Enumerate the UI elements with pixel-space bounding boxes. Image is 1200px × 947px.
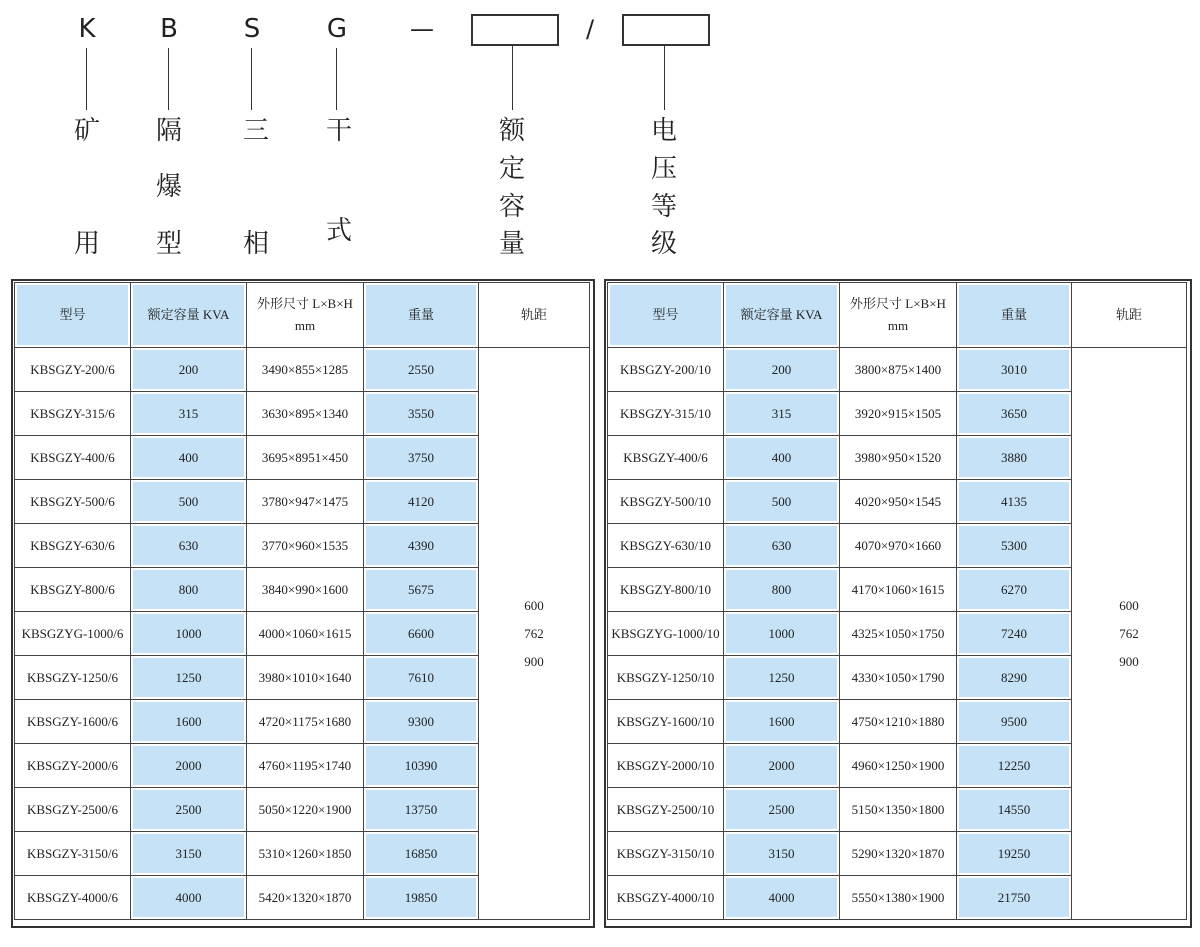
cell-model: KBSGZY-2000/10 [608, 744, 724, 788]
cell-capacity: 2000 [724, 744, 840, 788]
cell-capacity: 400 [724, 436, 840, 480]
cell-model: KBSGZYG-1000/6 [15, 612, 131, 656]
cell-model: KBSGZY-3150/6 [15, 832, 131, 876]
cell-dimensions: 5290×1320×1870 [840, 832, 957, 876]
gauge-value: 600 [1119, 597, 1139, 613]
leader-line-s [251, 48, 252, 110]
gauge-value: 900 [524, 653, 544, 669]
cell-capacity: 3150 [131, 832, 247, 876]
cell-dimensions: 4020×950×1545 [840, 480, 957, 524]
cell-weight: 8290 [957, 656, 1072, 700]
cell-weight: 19250 [957, 832, 1072, 876]
cell-dimensions: 5310×1260×1850 [247, 832, 364, 876]
cell-dimensions: 3770×960×1535 [247, 524, 364, 568]
cell-capacity: 4000 [131, 876, 247, 920]
cell-weight: 2550 [364, 348, 479, 392]
cell-capacity: 1250 [131, 656, 247, 700]
code-dash: — [410, 15, 434, 43]
gauge-value: 600 [524, 597, 544, 613]
code-letter-s: S [243, 14, 261, 44]
meaning-g-1: 干 [325, 116, 352, 146]
cell-model: KBSGZY-1250/10 [608, 656, 724, 700]
leader-line-g [336, 48, 337, 110]
table-row [608, 348, 1187, 392]
cell-weight: 4390 [364, 524, 479, 568]
cell-model: KBSGZY-315/6 [15, 392, 131, 436]
header-dimensions-label: 外形尺寸 L×B×H [850, 296, 946, 311]
cell-dimensions: 5550×1380×1900 [840, 876, 957, 920]
meaning-s-2: 相 [242, 229, 269, 259]
cell-model: KBSGZY-4000/10 [608, 876, 724, 920]
cell-weight: 4120 [364, 480, 479, 524]
cell-dimensions: 3980×950×1520 [840, 436, 957, 480]
cell-model: KBSGZY-400/6 [608, 436, 724, 480]
cell-model: KBSGZY-500/10 [608, 480, 724, 524]
cell-dimensions: 3920×915×1505 [840, 392, 957, 436]
header-dimensions [840, 283, 957, 348]
cell-weight: 10390 [364, 744, 479, 788]
cell-capacity: 200 [724, 348, 840, 392]
cell-dimensions: 4750×1210×1880 [840, 700, 957, 744]
cell-dimensions: 4325×1050×1750 [840, 612, 957, 656]
gauge-value: 762 [524, 625, 544, 641]
cell-weight: 5300 [957, 524, 1072, 568]
meaning-k-1: 矿 [73, 116, 100, 146]
cell-capacity: 400 [131, 436, 247, 480]
meaning-capacity-3: 容 [498, 192, 525, 222]
cell-model: KBSGZY-800/6 [15, 568, 131, 612]
header-capacity: 额定容量 KVA [724, 283, 840, 348]
cell-gauge [479, 348, 590, 920]
cell-model: KBSGZY-200/6 [15, 348, 131, 392]
cell-dimensions: 5420×1320×1870 [247, 876, 364, 920]
header-capacity: 额定容量 KVA [131, 283, 247, 348]
cell-dimensions: 3490×855×1285 [247, 348, 364, 392]
cell-weight: 9300 [364, 700, 479, 744]
cell-weight: 13750 [364, 788, 479, 832]
header-model: 型号 [608, 283, 724, 348]
cell-dimensions: 3630×895×1340 [247, 392, 364, 436]
gauge-value: 900 [1119, 653, 1139, 669]
meaning-g-2: 式 [325, 216, 352, 246]
cell-capacity: 2000 [131, 744, 247, 788]
header-dimensions-unit: mm [294, 318, 316, 333]
cell-model: KBSGZY-800/10 [608, 568, 724, 612]
cell-dimensions: 5050×1220×1900 [247, 788, 364, 832]
cell-dimensions: 5150×1350×1800 [840, 788, 957, 832]
meaning-capacity-1: 额 [498, 116, 525, 146]
header-weight: 重量 [957, 283, 1072, 348]
cell-weight: 9500 [957, 700, 1072, 744]
cell-weight: 16850 [364, 832, 479, 876]
header-weight: 重量 [364, 283, 479, 348]
cell-weight: 7610 [364, 656, 479, 700]
cell-weight: 14550 [957, 788, 1072, 832]
cell-dimensions: 4170×1060×1615 [840, 568, 957, 612]
cell-weight: 12250 [957, 744, 1072, 788]
cell-dimensions: 4760×1195×1740 [247, 744, 364, 788]
cell-capacity: 1600 [724, 700, 840, 744]
cell-gauge [1072, 348, 1187, 920]
code-slash: / [586, 15, 595, 43]
cell-weight: 19850 [364, 876, 479, 920]
cell-model: KBSGZY-1600/10 [608, 700, 724, 744]
cell-weight: 3880 [957, 436, 1072, 480]
cell-capacity: 630 [131, 524, 247, 568]
meaning-voltage-1: 电 [650, 116, 677, 146]
cell-capacity: 1000 [724, 612, 840, 656]
meaning-s-1: 三 [242, 116, 269, 146]
cell-model: KBSGZY-2500/6 [15, 788, 131, 832]
cell-weight: 3650 [957, 392, 1072, 436]
cell-dimensions: 4070×970×1660 [840, 524, 957, 568]
cell-weight: 6600 [364, 612, 479, 656]
cell-model: KBSGZY-2000/6 [15, 744, 131, 788]
cell-capacity: 315 [131, 392, 247, 436]
cell-capacity: 315 [724, 392, 840, 436]
cell-capacity: 2500 [131, 788, 247, 832]
cell-capacity: 2500 [724, 788, 840, 832]
header-dimensions-unit: mm [887, 318, 909, 333]
table-row [15, 348, 590, 392]
cell-model: KBSGZY-630/6 [15, 524, 131, 568]
capacity-code-box [471, 14, 559, 46]
header-gauge: 轨距 [479, 283, 590, 348]
cell-model: KBSGZY-315/10 [608, 392, 724, 436]
table-header-row [608, 283, 1187, 348]
cell-weight: 4135 [957, 480, 1072, 524]
leader-line-capacity [512, 46, 513, 110]
cell-model: KBSGZY-400/6 [15, 436, 131, 480]
cell-capacity: 3150 [724, 832, 840, 876]
cell-weight: 6270 [957, 568, 1072, 612]
cell-capacity: 800 [131, 568, 247, 612]
model-code-legend [0, 0, 1200, 275]
cell-weight: 3550 [364, 392, 479, 436]
cell-dimensions: 4720×1175×1680 [247, 700, 364, 744]
code-letter-b: B [160, 14, 178, 44]
cell-model: KBSGZY-500/6 [15, 480, 131, 524]
cell-model: KBSGZYG-1000/10 [608, 612, 724, 656]
cell-capacity: 200 [131, 348, 247, 392]
cell-model: KBSGZY-2500/10 [608, 788, 724, 832]
cell-dimensions: 3800×875×1400 [840, 348, 957, 392]
cell-model: KBSGZY-200/10 [608, 348, 724, 392]
header-dimensions [247, 283, 364, 348]
meaning-b-1: 隔 [155, 116, 182, 146]
cell-capacity: 630 [724, 524, 840, 568]
cell-capacity: 1250 [724, 656, 840, 700]
cell-dimensions: 3840×990×1600 [247, 568, 364, 612]
cell-weight: 7240 [957, 612, 1072, 656]
cell-weight: 5675 [364, 568, 479, 612]
cell-model: KBSGZY-1250/6 [15, 656, 131, 700]
meaning-capacity-4: 量 [498, 229, 525, 259]
meaning-voltage-3: 等 [650, 192, 677, 222]
spec-table-10kv [607, 282, 1187, 920]
cell-capacity: 500 [724, 480, 840, 524]
header-gauge: 轨距 [1072, 283, 1187, 348]
cell-capacity: 500 [131, 480, 247, 524]
cell-capacity: 1000 [131, 612, 247, 656]
gauge-value: 762 [1119, 625, 1139, 641]
cell-dimensions: 3695×8951×450 [247, 436, 364, 480]
cell-dimensions: 4000×1060×1615 [247, 612, 364, 656]
cell-weight: 3010 [957, 348, 1072, 392]
cell-dimensions: 3780×947×1475 [247, 480, 364, 524]
leader-line-voltage [664, 46, 665, 110]
cell-dimensions: 4330×1050×1790 [840, 656, 957, 700]
meaning-b-3: 型 [155, 229, 182, 259]
cell-capacity: 4000 [724, 876, 840, 920]
header-dimensions-label: 外形尺寸 L×B×H [257, 296, 353, 311]
cell-model: KBSGZY-1600/6 [15, 700, 131, 744]
table-header-row [15, 283, 590, 348]
code-letter-k: K [78, 14, 96, 44]
meaning-voltage-2: 压 [650, 154, 677, 184]
spec-table-6kv [14, 282, 590, 920]
cell-model: KBSGZY-3150/10 [608, 832, 724, 876]
code-letter-g: G [326, 14, 348, 44]
voltage-code-box [622, 14, 710, 46]
cell-capacity: 1600 [131, 700, 247, 744]
cell-dimensions: 4960×1250×1900 [840, 744, 957, 788]
meaning-b-2: 爆 [155, 172, 182, 202]
cell-dimensions: 3980×1010×1640 [247, 656, 364, 700]
meaning-capacity-2: 定 [498, 154, 525, 184]
cell-capacity: 800 [724, 568, 840, 612]
cell-weight: 3750 [364, 436, 479, 480]
meaning-voltage-4: 级 [650, 229, 677, 259]
cell-model: KBSGZY-630/10 [608, 524, 724, 568]
header-model: 型号 [15, 283, 131, 348]
leader-line-k [86, 48, 87, 110]
leader-line-b [168, 48, 169, 110]
cell-weight: 21750 [957, 876, 1072, 920]
cell-model: KBSGZY-4000/6 [15, 876, 131, 920]
meaning-k-2: 用 [73, 229, 100, 259]
